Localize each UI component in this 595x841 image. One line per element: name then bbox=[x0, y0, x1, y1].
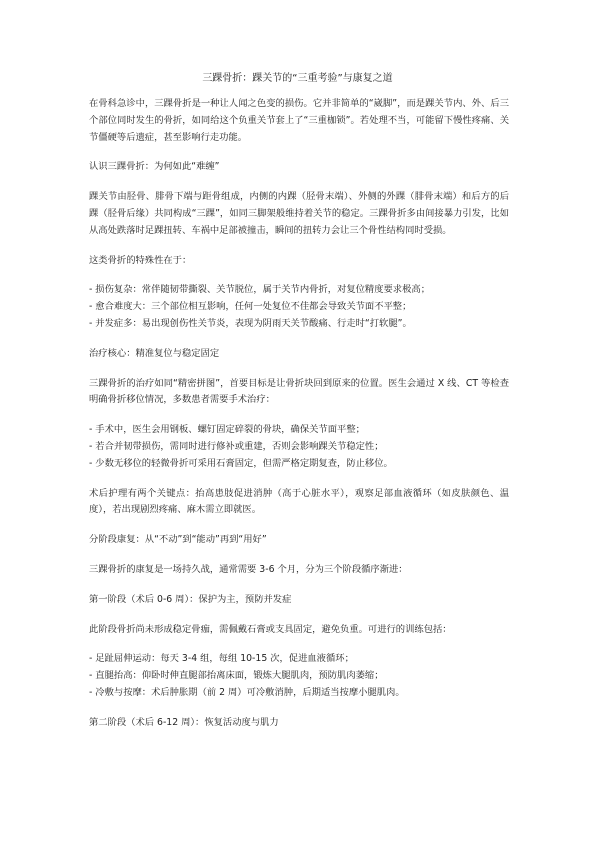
list-item: - 冷敷与按摩：术后肿胀期（前 2 周）可冷敷消肿，后期适当按摩小腿肌肉。 bbox=[89, 686, 405, 698]
stage1-paragraph: 此阶段骨折尚未形成稳定骨痂，需佩戴石膏或支具固定，避免负重。可进行的训练包括： bbox=[89, 623, 452, 635]
list-item: - 并发症多：易出现创伤性关节炎，表现为阴雨天关节酸痛、行走时“打软腿”。 bbox=[89, 317, 412, 329]
list-item: - 愈合难度大：三个部位相互影响，任何一处复位不佳都会导致关节面不平整； bbox=[89, 301, 412, 313]
intro-paragraph: 在骨科急诊中，三踝骨折是一种让人闻之色变的损伤。它并非简单的“崴脚”，而是踝关节内、外、后三个部位同时发生的骨折，如同给这个负重关节套上了“三重枷锁”。若处理不当，可能留下慢性疼痛、关节僵硬等后遗症，甚至影响行走功能。 bbox=[89, 98, 509, 143]
section2-paragraph: 三踝骨折的治疗如同“精密拼图”，首要目标是让骨折块回到原来的位置。医生会通过 X 线、CT 等检查明确骨折移位情况，多数患者需要手术治疗： bbox=[89, 377, 509, 406]
article-body bbox=[89, 96, 509, 745]
list-item: - 少数无移位的轻微骨折可采用石膏固定，但需严格定期复查，防止移位。 bbox=[89, 457, 393, 469]
list-item: - 损伤复杂：常伴随韧带撕裂、关节脱位，属于关节内骨折，对复位精度要求极高； bbox=[89, 284, 430, 296]
list-item: - 若合并韧带损伤，需同时进行修补或重建，否则会影响踝关节稳定性； bbox=[89, 440, 384, 452]
section-heading-2: 治疗核心：精准复位与稳定固定 bbox=[89, 347, 220, 359]
section1-lead: 这类骨折的特殊性在于： bbox=[89, 254, 192, 266]
page-title: 三踝骨折：踝关节的“三重考验”与康复之道 bbox=[202, 73, 393, 84]
list-item: - 手术中，医生会用钢板、螺钉固定碎裂的骨块，确保关节面平整； bbox=[89, 424, 365, 436]
stage1-list bbox=[89, 651, 509, 701]
section3-paragraph: 三踝骨折的康复是一场持久战，通常需要 3-6 个月，分为三个阶段循序渐进： bbox=[89, 563, 408, 575]
list-item: - 足趾屈伸运动：每天 3-4 组，每组 10-15 次，促进血液循环； bbox=[89, 653, 354, 665]
stage1-heading: 第一阶段（术后 0-6 周）：保护为主，预防并发症 bbox=[89, 593, 292, 605]
section2-list bbox=[89, 422, 509, 472]
section1-paragraph: 踝关节由胫骨、腓骨下端与距骨组成，内侧的内踝（胫骨末端）、外侧的外踝（腓骨末端）和后方的后踝（胫骨后缘）共同构成“三踝”，如同三脚架般维持着关节的稳定。三踝骨折多由间接暴力引发，比如从高处跌落时足踝扭转、车祸中足部被撞击，瞬间的扭转力会让三个骨性结构同时受损。 bbox=[89, 191, 509, 236]
section-heading-3: 分阶段康复：从“不动”到“能动”再到“用好” bbox=[89, 534, 267, 546]
list-item: - 直腿抬高：仰卧时伸直腿部抬离床面，锻炼大腿肌肉，预防肌肉萎缩； bbox=[89, 670, 384, 682]
section1-list bbox=[89, 282, 509, 332]
stage2-heading: 第二阶段（术后 6-12 周）：恢复活动度与肌力 bbox=[89, 716, 279, 728]
post-op-care-paragraph: 术后护理有两个关键点：抬高患肢促进消肿（高于心脏水平），观察足部血液循环（如皮肤颜色、温度），若出现剧烈疼痛、麻木需立即就医。 bbox=[89, 487, 509, 516]
section-heading-1: 认识三踝骨折：为何如此“难缠” bbox=[89, 161, 220, 173]
